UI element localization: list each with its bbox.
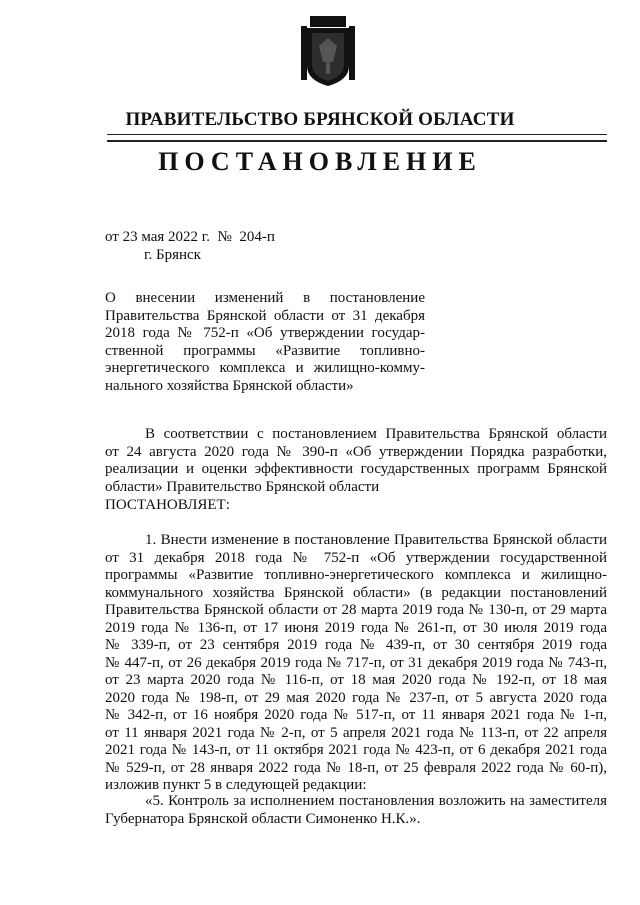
paragraph-line: от 31 декабря 2018 года № 752-п «Об утверждении государственной: [105, 549, 607, 566]
subject-line: нального хозяйства Брянской области»: [105, 377, 354, 394]
document-subject: [105, 290, 425, 395]
paragraph-line: № 342-п, от 16 ноября 2020 года № 517-п, от 11 января 2021 года № 1-п,: [105, 707, 607, 723]
subject-line: Правительства Брянской области от 31 декабря: [105, 307, 425, 324]
paragraph-line: реализации и оценки эффективности государственных программ Брянской: [105, 461, 607, 477]
paragraph-line: 2020 года № 198-п, от 29 мая 2020 года № 237-п, от 5 августа 2020 года: [105, 689, 607, 706]
paragraph-line: Губернатора Брянской области Симоненко Н.К.».: [105, 810, 421, 827]
paragraph-line: от 23 марта 2020 года № 116-п, от 18 мая 2020 года № 192-п, от 18 мая: [105, 672, 607, 688]
paragraph-line: коммунального хозяйства Брянской области» (в редакции постановлений: [105, 584, 607, 601]
resolves-heading: [105, 497, 607, 515]
paragraph-line: от 24 августа 2020 года № 390-п «Об утверждении Порядка разработки,: [105, 443, 607, 460]
item-1-paragraph: [105, 532, 607, 795]
paragraph-line: области» Правительство Брянской области: [105, 478, 380, 495]
paragraph-line: 2019 года № 136-п, от 17 июня 2019 года № 261-п, от 30 июля 2019 года: [105, 619, 607, 636]
paragraph-line: от 11 января 2021 года № 2-п, от 5 апреля 2021 года № 113-п, от 22 апреля: [105, 724, 607, 741]
paragraph-line: Правительства Брянской области от 28 марта 2019 года № 130-п, от 29 марта: [105, 602, 607, 618]
paragraph-line: изложив пункт 5 в следующей редакции:: [105, 777, 367, 793]
header-rule-thick: [107, 140, 607, 142]
paragraph-line: «5. Контроль за исполнением постановления возложить на заместителя: [145, 793, 607, 809]
document-city: г. Брянск: [144, 247, 201, 263]
item-5-quote: [105, 793, 607, 828]
subject-line: ственной программы «Развитие топливно-: [105, 342, 425, 359]
paragraph-line: 2021 года № 143-п, от 11 октября 2021 года № 423-п, от 6 декабря 2021 года: [105, 742, 607, 758]
organization-title: ПРАВИТЕЛЬСТВО БРЯНСКОЙ ОБЛАСТИ: [125, 109, 515, 130]
document-type-title: ПОСТАНОВЛЕНИЕ: [158, 147, 482, 176]
paragraph-line: № 339-п, от 23 сентября 2019 года № 439-п, от 30 сентября 2019 года: [105, 637, 607, 653]
paragraph-line: № 529-п, от 28 января 2022 года № 18-п, от 25 февраля 2022 года № 60-п),: [105, 759, 607, 776]
coat-of-arms-emblem: [299, 8, 357, 88]
subject-line: 2018 года № 752-п «Об утверждении государ-: [105, 325, 425, 341]
paragraph-line: № 447-п, от 26 декабря 2019 года № 717-п, от 31 декабря 2019 года № 743-п,: [105, 654, 607, 671]
subject-line: О внесении изменений в постановление: [105, 290, 425, 306]
paragraph-line: 1. Внести изменение в постановление Правительства Брянской области: [145, 532, 607, 548]
header-rule-thin: [107, 134, 607, 135]
paragraph-line: программы «Развитие топливно-энергетического комплекса и жилищно-: [105, 567, 607, 583]
subject-line: энергетического комплекса и жилищно-комму-: [105, 360, 425, 376]
document-date-number: от 23 мая 2022 г. № 204-п: [105, 229, 275, 245]
preamble-paragraph: [105, 426, 607, 496]
paragraph-line: В соответствии с постановлением Правительства Брянской области: [145, 426, 607, 442]
resolves-text: ПОСТАНОВЛЯЕТ:: [105, 497, 230, 513]
